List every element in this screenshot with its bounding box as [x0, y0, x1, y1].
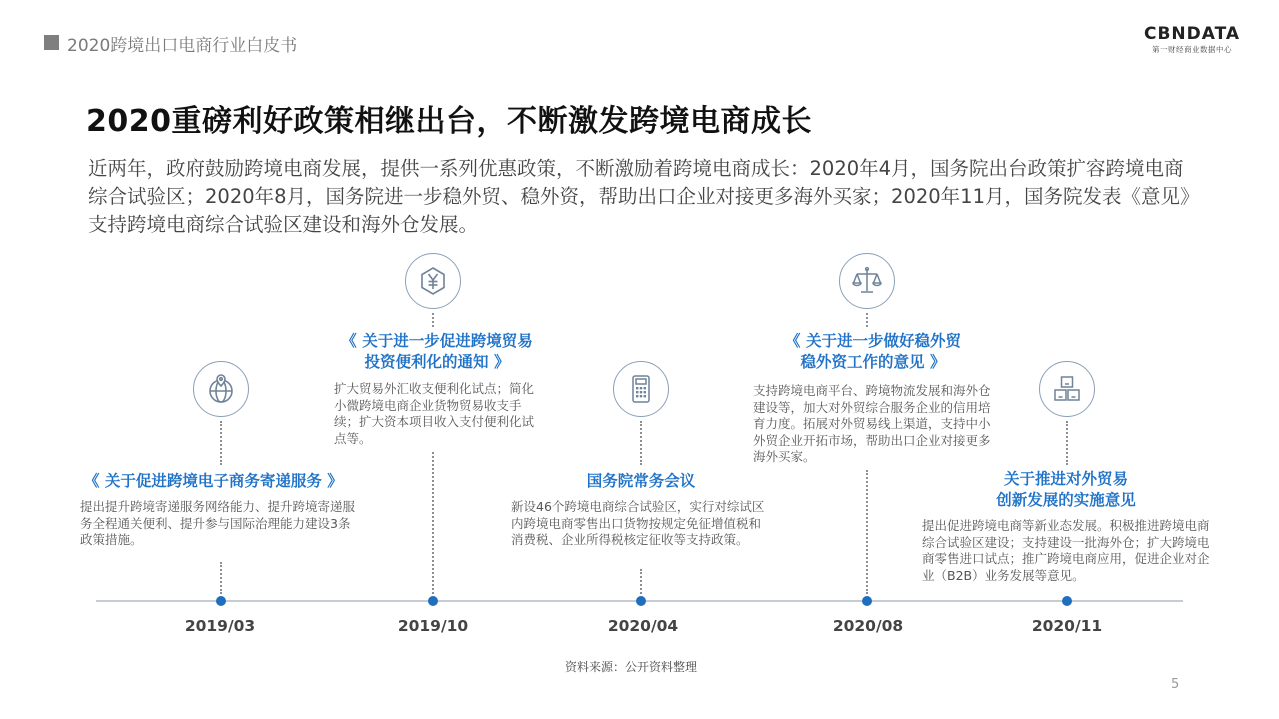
- event-2020-04-description: 新设46个跨境电商综合试验区，实行对综试区内跨境电商零售出口货物按规定免征增值税和消费税、企业所得税核定征收等支持政策。: [511, 499, 765, 547]
- event-2020-08-description: 支持跨境电商平台、跨境物流发展和海外仓建设等，加大对外贸综合服务企业的信用培育力度。拓展对外贸易线上渠道，支持中小外贸企业开拓市场，帮助出口企业对接更多海外买家。: [753, 383, 991, 464]
- page-number: 5: [1171, 677, 1180, 692]
- event-2019-10-description: 扩大贸易外汇收支便利化试点；简化小微跨境电商企业货物贸易收支手续；扩大资本项目收入支付便利化试点等。: [334, 381, 535, 446]
- event-2020-11-title: 关于推进对外贸易 创新发展的实施意见: [996, 470, 1136, 509]
- calculator-icon: [613, 361, 669, 417]
- globe-location-icon: [193, 361, 249, 417]
- timeline-dot-2020-08: [862, 596, 872, 606]
- header-marker: [44, 35, 59, 50]
- yen-hexagon-icon: [405, 253, 461, 309]
- connector-2019-03-bottom: [220, 562, 222, 594]
- balance-scale-icon: [839, 253, 895, 309]
- date-2020-11: 2020/11: [1031, 617, 1103, 635]
- connector-2019-10-top: [432, 313, 434, 327]
- event-2020-04-title: 国务院常务会议: [586, 472, 696, 490]
- timeline-dot-2020-11: [1062, 596, 1072, 606]
- event-2020-11-description: 提出促进跨境电商等新业态发展。积极推进跨境电商综合试验区建设；支持建设一批海外仓；扩大跨境电商零售进口试点；推广跨境电商应用，促进企业对企业（B2B）业务发展等意见。: [922, 518, 1210, 583]
- date-2019-03: 2019/03: [184, 617, 256, 635]
- date-2019-10: 2019/10: [397, 617, 469, 635]
- timeline-dot-2019-03: [216, 596, 226, 606]
- date-2020-08: 2020/08: [832, 617, 904, 635]
- date-2020-04: 2020/04: [607, 617, 679, 635]
- logo-subtitle: 第一财经商业数据中心: [1152, 45, 1232, 54]
- timeline-dot-2019-10: [428, 596, 438, 606]
- connector-2019-10-bottom: [432, 452, 434, 594]
- connector-2019-03-top: [220, 421, 222, 465]
- connector-2020-08-top: [866, 313, 868, 327]
- source-note: 资料来源：公开资料整理: [565, 660, 698, 674]
- event-2019-10-title: 《 关于进一步促进跨境贸易 投资便利化的通知 》: [341, 332, 533, 371]
- report-title: 2020跨境出口电商行业白皮书: [67, 36, 298, 56]
- logo-wordmark: CBNDATA: [1143, 24, 1241, 44]
- timeline-dot-2020-04: [636, 596, 646, 606]
- connector-2020-08-bottom: [866, 470, 868, 594]
- event-2019-03-description: 提出提升跨境寄递服务网络能力、提升跨境寄递服务全程通关便利、提升参与国际治理能力建设3条政策措施。: [80, 499, 356, 547]
- page-title: 2020重磅利好政策相继出台，不断激发跨境电商成长: [86, 104, 812, 139]
- connector-2020-11-top: [1066, 421, 1068, 465]
- connector-2020-04-top: [640, 421, 642, 465]
- cbndata-logo: [1142, 24, 1242, 55]
- event-2019-03-title: 《 关于促进跨境电子商务寄递服务 》: [84, 472, 343, 490]
- connector-2020-04-bottom: [640, 569, 642, 594]
- event-2020-08-title: 《 关于进一步做好稳外贸 稳外资工作的意见 》: [785, 332, 961, 371]
- intro-paragraph: 近两年，政府鼓励跨境电商发展，提供一系列优惠政策，不断激励着跨境电商成长：2020年4月，国务院出台政策扩容跨境电商综合试验区；2020年8月，国务院进一步稳外贸、稳外资，帮助出口企业对接更多海外买家；2020年11月，国务院发表《意见》支持跨境电商综合试验区建设和海外仓发展。: [88, 157, 1190, 236]
- stacked-boxes-icon: [1039, 361, 1095, 417]
